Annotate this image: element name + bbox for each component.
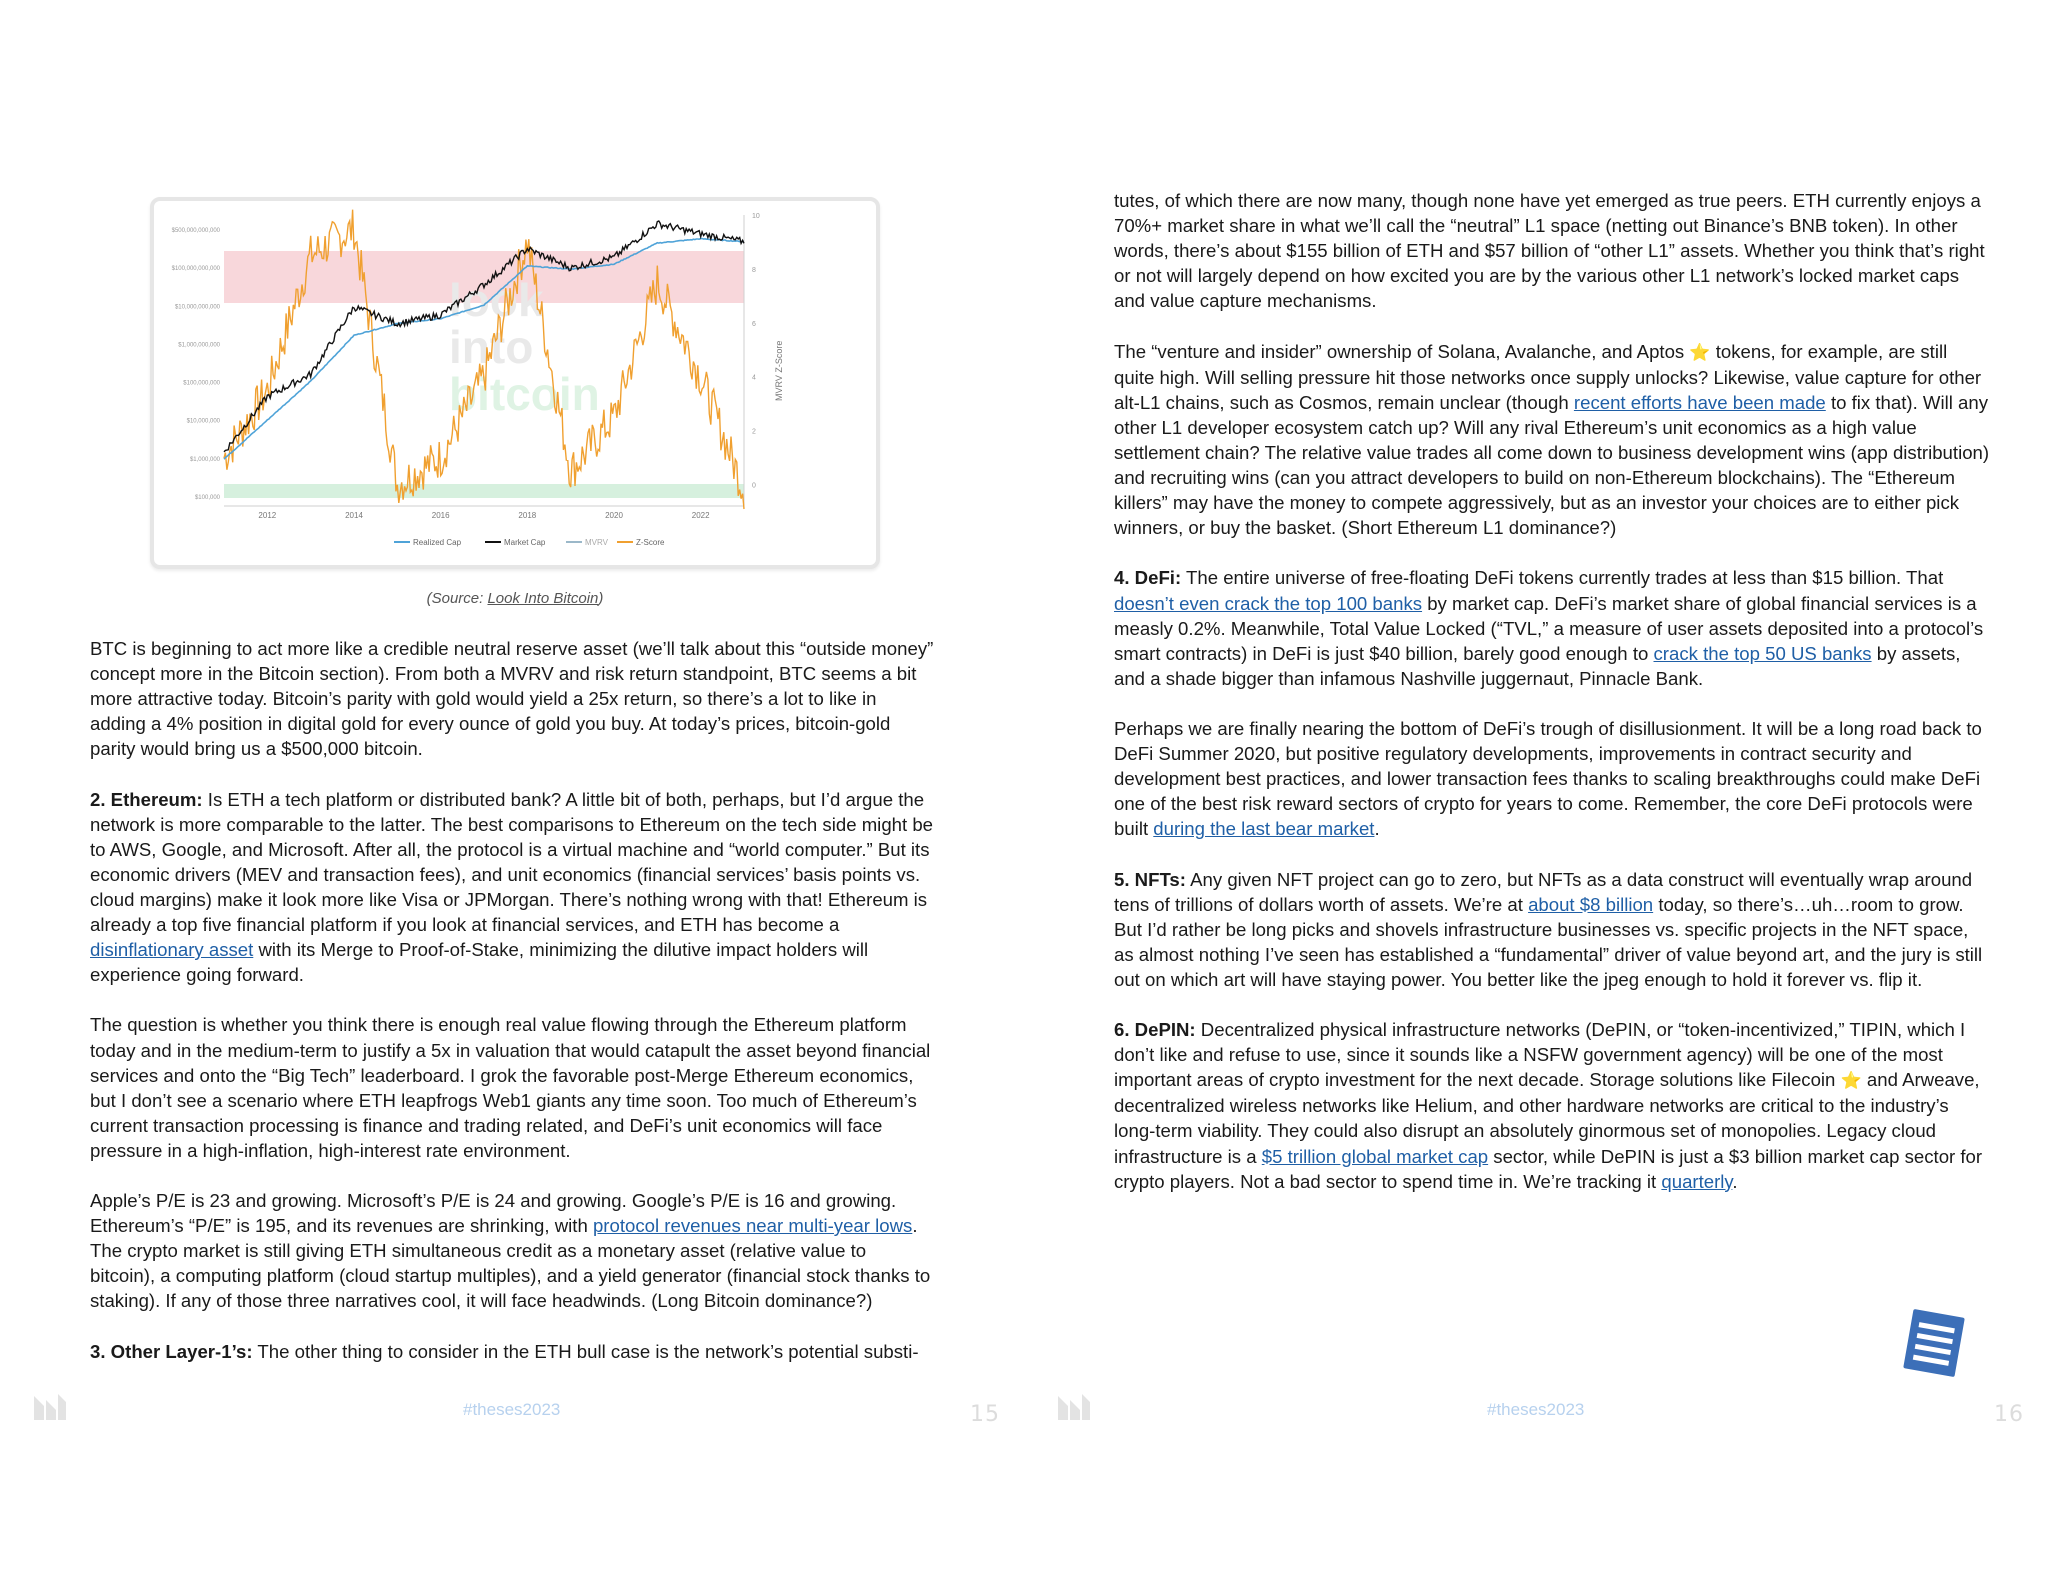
page-number: 15: [970, 1402, 1000, 1427]
right-tick-label: 8: [752, 266, 756, 274]
watermark-bitcoin: bitcoin: [449, 368, 600, 420]
paragraph-pe: [90, 1188, 935, 1313]
x-tick-label: 2016: [431, 511, 450, 520]
left-tick-label: $100,000,000,000: [171, 266, 220, 273]
x-tick-label: 2012: [258, 511, 277, 520]
text-span: tokens, for example, are still quite high. Will selling pressure hit those networks once supply unlocks? Likewise, value capture for other alt-L1 chains, such as Cosmos, remain unclear (though: [1114, 340, 1982, 413]
watermark-look: look: [449, 274, 544, 326]
text-span: Apple’s P/E is 23 and growing. Microsoft’s P/E is 24 and growing. Google’s P/E is 16 and growing. Ethereum’s “P/E” is 195, and its revenues are shrinking, with: [90, 1190, 897, 1237]
recent-efforts-link[interactable]: recent efforts have been made: [1573, 391, 1826, 413]
left-tick-label: $1,000,000: [189, 456, 220, 463]
text-span: Any given NFT project can go to zero, but NFTs as a data construct will eventually wrap around tens of trillions of dollars worth of assets. We’re at: [1114, 868, 1973, 915]
x-tick-label: 2018: [518, 511, 537, 520]
paragraph-nfts: [1114, 867, 1990, 992]
text-span: The other thing to consider in the ETH bull case is the network’s potential substi-: [252, 1340, 919, 1362]
legend-label: Realized Cap: [413, 538, 462, 547]
page-number: 16: [1994, 1402, 2024, 1427]
text-span: Perhaps we are finally nearing the bottom of DeFi’s trough of disillusionment. It will be a long road back to DeFi Summer 2020, but positive regulatory developments, improvements in contract security and development best practices, and lower transaction fees thanks to scaling breakthroughs could make DeFi one of the best risk reward sectors of crypto for years to come. Remember, the core DeFi protocols were built: [1114, 717, 1982, 840]
left-tick-label: $1,000,000,000: [178, 342, 220, 349]
right-column-text: [1114, 188, 1990, 1219]
text-span: with its Merge to Proof-of-Stake, minimizing the dilutive impact holders will experience going forward.: [90, 939, 869, 986]
right-tick-label: 4: [752, 374, 756, 382]
paragraph-defi: [1114, 565, 1990, 690]
heading-other-l1: 3. Other Layer-1’s:: [90, 1340, 253, 1362]
text-span: The entire universe of free-floating DeFi tokens currently trades at less than $15 billion. That: [1181, 567, 1944, 589]
star-icon: ⭐: [1689, 342, 1711, 362]
paragraph-substitutes: tutes, of which there are now many, though none have yet emerged as true peers. ETH currently enjoys a 70%+ market share in what we’ll call the “neutral” L1 space (netting out Binance’s BNB token). In other words, there’s about $155 billion of ETH and $57 billion of “other L1” assets. Whether you think that’s right or not will largely depend on how excited you are by the various other L1 network’s locked market caps and value capture mechanisms.: [1114, 190, 1985, 312]
paragraph-depin: [1114, 1017, 1990, 1194]
heading-ethereum: 2. Ethereum:: [90, 788, 203, 810]
right-axis-label: MVRV Z-Score: [774, 340, 784, 401]
text-span: by market cap. DeFi’s market share of global financial services is a measly 0.2%. Meanwhile, Total Value Locked (“TVL,” a measure of user assets deposited into a protocol’s smart contracts) in DeFi is just $40 billion, barely good enough to: [1114, 592, 1984, 664]
paragraph-question: The question is whether you think there is enough real value flowing through the Ethereum platform today and in the medium-term to justify a 5x in valuation that would catapult the asset beyond financial services and onto the “Big Tech” leaderboard. I grok the favorable post-Merge Ethereum economics, but I don’t see a scenario where ETH leapfrogs Web1 giants any time soon. Too much of Ethereum’s current transaction processing is finance and trading related, and DeFi’s unit economics will face pressure in a high-inflation, high-interest rate environment.: [90, 1014, 931, 1161]
disinflationary-asset-link[interactable]: disinflationary asset: [90, 939, 254, 961]
figure-caption: [150, 590, 880, 607]
messari-logo-icon: [1056, 1390, 1092, 1424]
x-tick-label: 2014: [345, 511, 363, 520]
left-column-text: [90, 636, 935, 1389]
x-tick-label: 2022: [691, 511, 710, 520]
caption-prefix: (Source:: [426, 590, 488, 607]
protocol-revenues-link[interactable]: protocol revenues near multi-year lows: [592, 1215, 913, 1237]
star-icon: ⭐: [1840, 1071, 1862, 1091]
document-icon[interactable]: [1898, 1307, 1970, 1379]
mvrv-chart: [154, 201, 876, 565]
text-span: The “venture and insider” ownership of Solana, Avalanche, and Aptos: [1114, 340, 1690, 362]
legend-label: MVRV: [585, 538, 608, 547]
text-span: .: [1732, 1170, 1738, 1192]
messari-logo-icon: [32, 1390, 68, 1424]
x-tick-label: 2020: [605, 511, 623, 520]
chart-legend: [394, 538, 665, 547]
footer-hashtag: #theses2023: [1487, 1400, 1585, 1419]
text-span: . The crypto market is still giving ETH simultaneous credit as a monetary asset (relative value to bitcoin), a computing platform (cloud startup multiples), and a yield generator (financial stock thanks to staking). If any of those three narratives cool, it will face headwinds. (Long Bitcoin dominance?): [90, 1215, 931, 1312]
about-8-billion-link[interactable]: about $8 billion: [1528, 893, 1654, 915]
text-span: .: [1374, 818, 1380, 840]
heading-nfts: 5. NFTs:: [1114, 868, 1186, 890]
heading-depin: 6. DePIN:: [1114, 1019, 1196, 1041]
heading-defi: 4. DeFi:: [1114, 567, 1182, 589]
undervalued-band: [224, 484, 744, 498]
text-span: today, so there’s…uh…room to grow. But I’d rather be long picks and shovels infrastructure businesses vs. specific projects in the NFT space, as almost nothing I’ve seen has established a “fundamental” driver of value beyond art, and the jury is still out on which art will have staying power. You better like the jpeg enough to hold it forever vs. flip it.: [1114, 893, 1983, 990]
legend-label: Market Cap: [504, 538, 546, 547]
paragraph-ethereum: [90, 787, 935, 988]
left-tick-label: $100,000: [194, 495, 220, 501]
text-span: by assets, and a shade bigger than infamous Nashville juggernaut, Pinnacle Bank.: [1114, 642, 1961, 689]
page-right: [1024, 0, 2048, 1582]
last-bear-market-link[interactable]: during the last bear market: [1153, 818, 1375, 840]
left-tick-label: $500,000,000,000: [171, 228, 220, 234]
text-span: Decentralized physical infrastructure networks (DePIN, or “token-incentivized,” TIPIN, which I don’t like and refuse to use, since it sounds like a NSFW government agency) will be one of the most important areas of crypto investment for the next decade. Storage solutions like Filecoin: [1114, 1019, 1966, 1091]
watermark-into: into: [449, 321, 534, 373]
right-tick-label: 6: [752, 320, 756, 328]
paragraph-btc: BTC is beginning to act more like a credible neutral reserve asset (we’ll talk about this “outside money” concept more in the Bitcoin section). From both a MVRV and risk return standpoint, BTC seems a bit more attractive today. Bitcoin’s parity with gold would yield a 25x return, so there’s a lot to like in adding a 4% position in digital gold for every ounce of gold you buy. At today’s prices, bitcoin-gold parity would bring us a $500,000 bitcoin.: [90, 638, 934, 760]
left-tick-label: $10,000,000: [186, 418, 220, 425]
left-tick-label: $10,000,000,000: [174, 304, 220, 311]
paragraph-defi-trough: [1114, 716, 1990, 841]
paragraph-other-l1: [90, 1339, 935, 1364]
mvrv-chart-figure: [150, 197, 880, 569]
right-tick-label: 0: [752, 482, 756, 490]
text-span: sector, while DePIN is just a $3 billion market cap sector for crypto players. Not a bad sector to spend time in. We’re tracking it: [1114, 1145, 1983, 1192]
look-into-bitcoin-link[interactable]: Look Into Bitcoin: [487, 590, 599, 607]
right-tick-label: 2: [752, 428, 756, 436]
top-100-banks-link[interactable]: doesn’t even crack the top 100 banks: [1114, 592, 1423, 614]
legend-label: Z-Score: [636, 538, 665, 547]
top-50-us-banks-link[interactable]: crack the top 50 US banks: [1653, 642, 1872, 664]
global-market-cap-link[interactable]: $5 trillion global market cap: [1261, 1145, 1489, 1167]
text-span: and Arweave, decentralized wireless networks like Helium, and other hardware networks are critical to the industry’s long-term viability. They could also disrupt an absolutely ginormous set of monopolies. Legacy cloud infrastructure is a: [1114, 1069, 1980, 1167]
footer-hashtag: #theses2023: [463, 1400, 561, 1419]
text-span: to fix that). Will any other L1 developer ecosystem catch up? Will any rival Ethereum’s unit economics as a high value settlement chain? The relative value trades all come down to business development wins (app distribution) and recruiting wins (can you attract developers to build on non-Ethereum blockchains). The “Ethereum killers” may have the money to compete aggressively, but as an investor your choices are to either pick winners, or buy the basket. (Short Ethereum L1 dominance?): [1114, 391, 1990, 539]
paragraph-venture-insider: [1114, 339, 1990, 541]
text-span: Is ETH a tech platform or distributed bank? A little bit of both, perhaps, but I’d argue the network is more comparable to the latter. The best comparisons to Ethereum on the tech side might be to AWS, Google, and Microsoft. After all, the protocol is a virtual machine and “world computer.” But its economic drivers (MEV and transaction fees), and unit economics (financial services’ basis points vs. cloud margins) make it look more like Visa or JPMorgan. There’s nothing wrong with that! Ethereum is already a top five financial platform if you look at financial services, and ETH has become a: [90, 788, 934, 936]
caption-suffix: ): [598, 590, 604, 607]
quarterly-link[interactable]: quarterly: [1661, 1170, 1733, 1192]
right-tick-label: 10: [752, 213, 760, 220]
left-tick-label: $100,000,000: [183, 380, 220, 387]
